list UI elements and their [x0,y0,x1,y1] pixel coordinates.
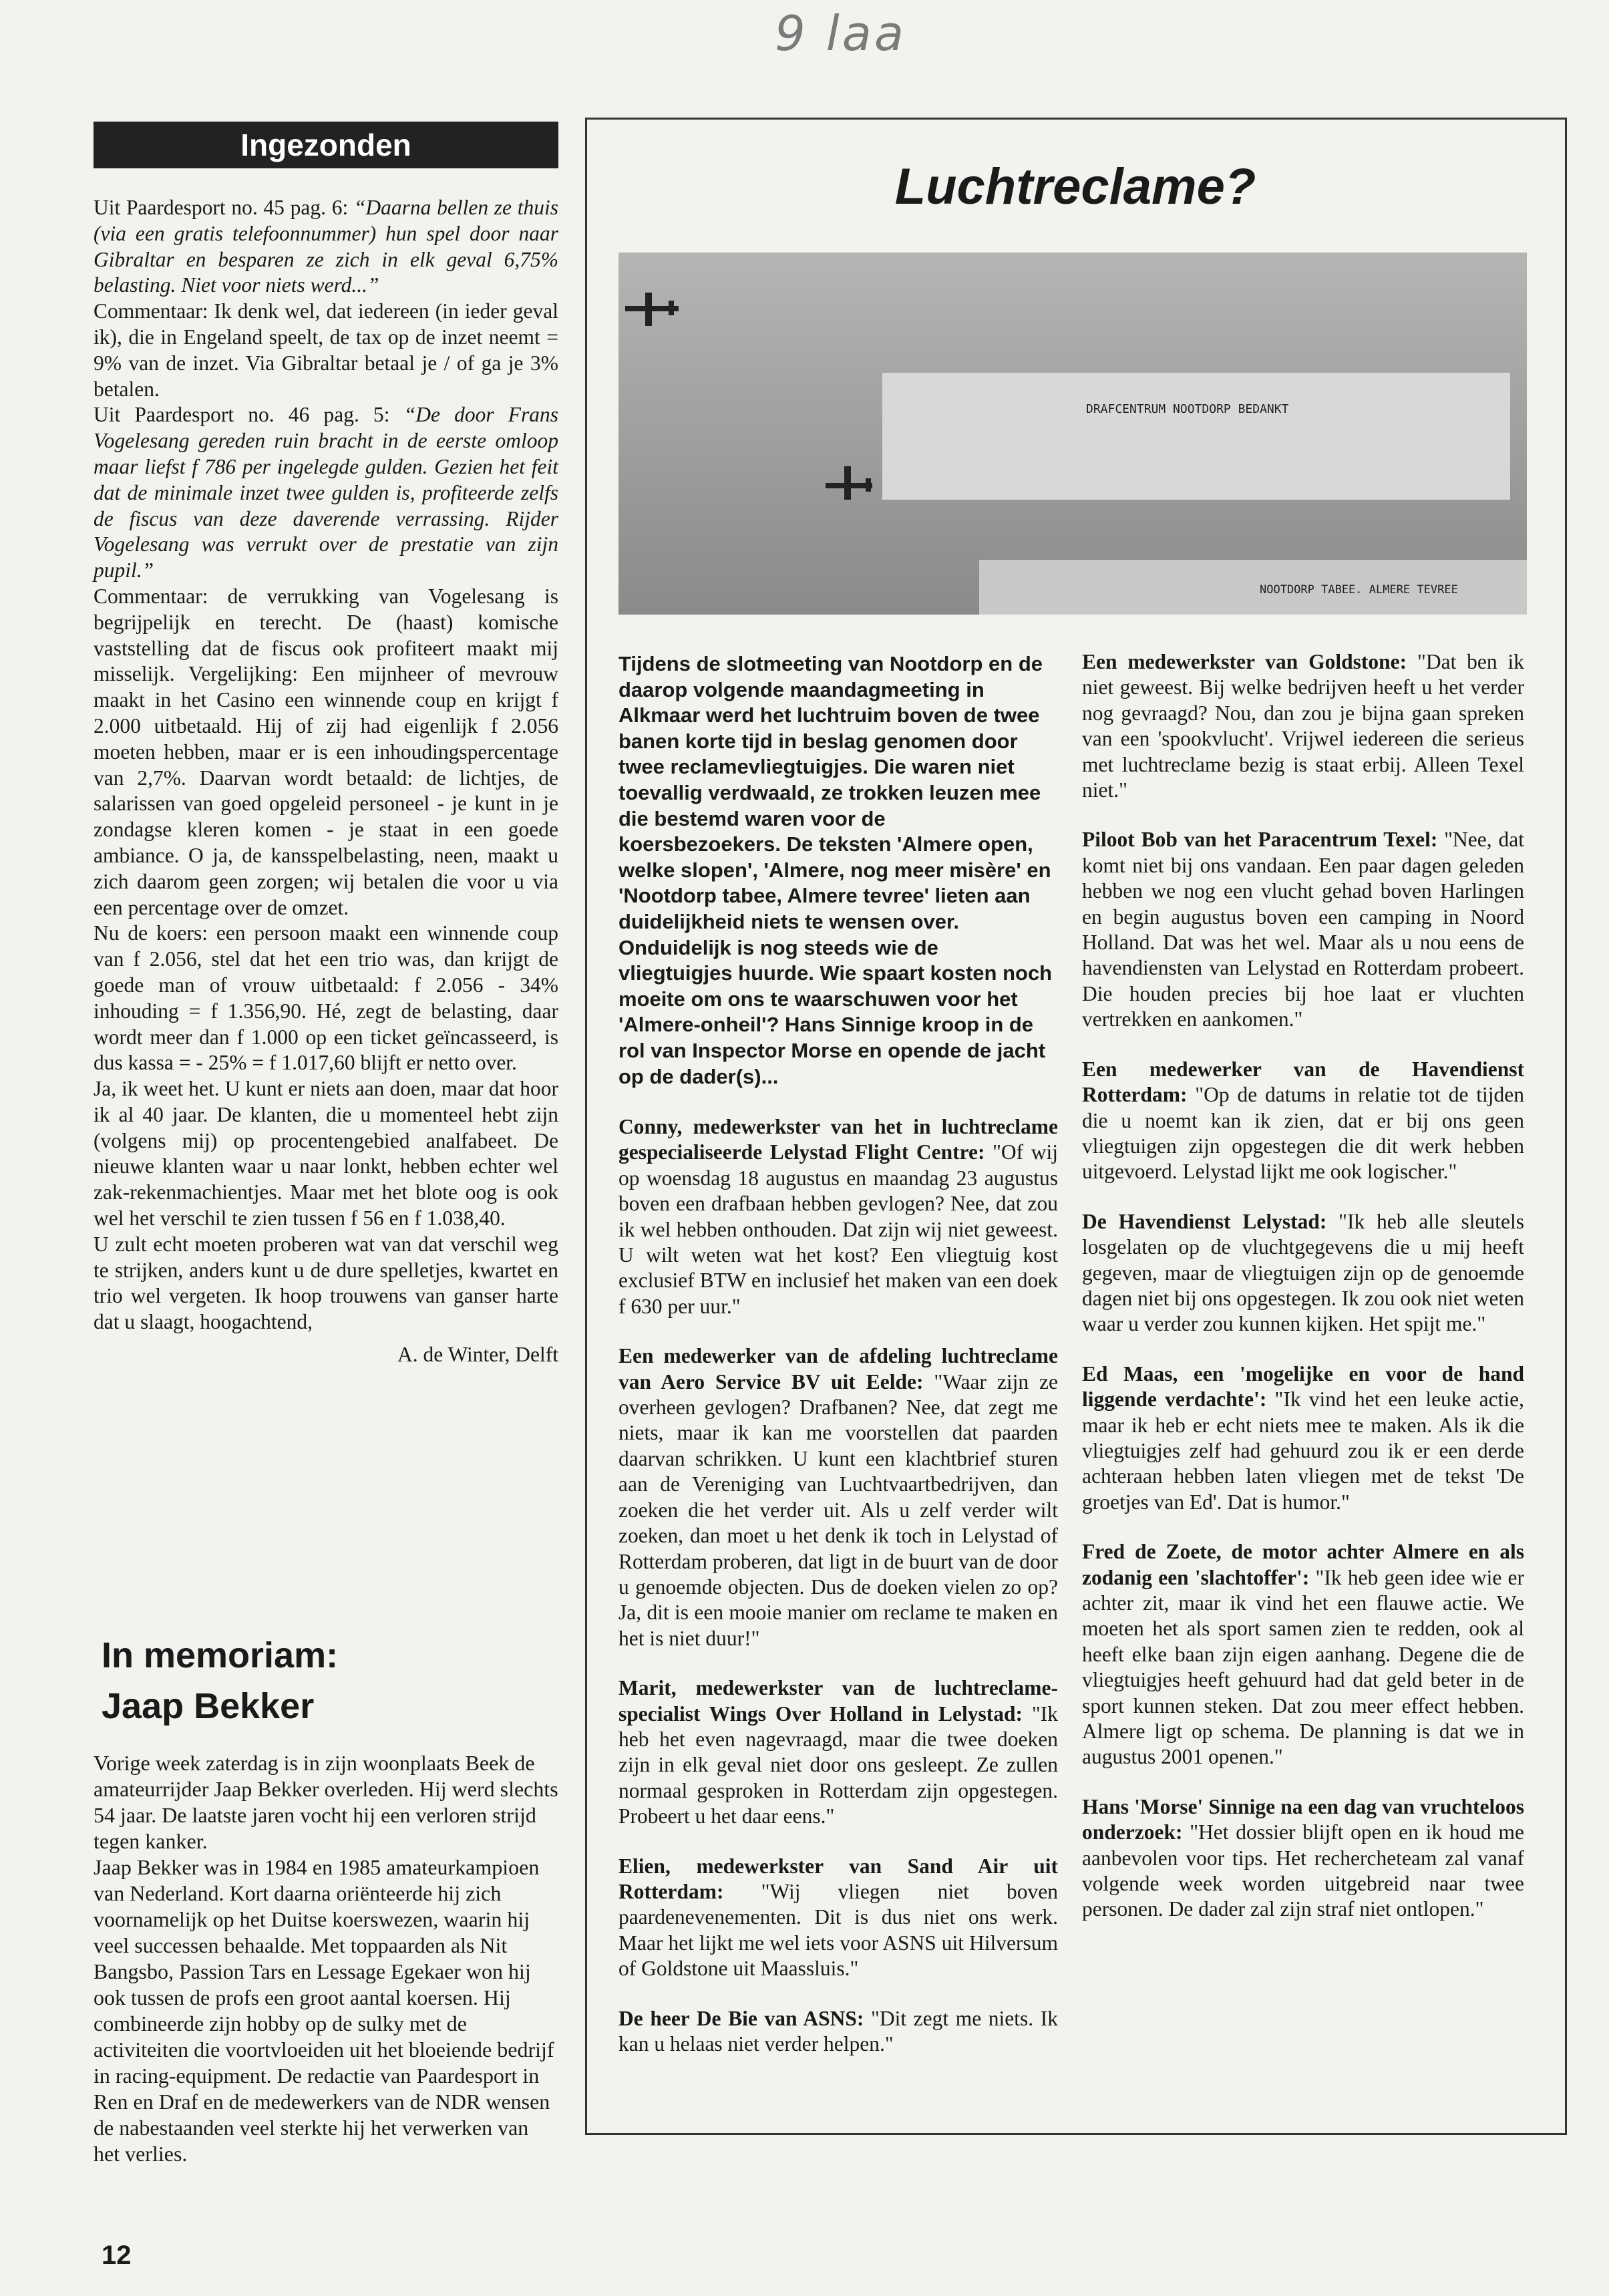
memoriam-title [102,1630,556,1732]
photo-illustration [618,253,1527,615]
quote-paragraph: Elien, medewerkster van Sand Air uit Rotterdam: "Wij vliegen niet boven paardenevenementen. Dit is dus niet ons werk. Maar het lijkt me wel iets voor ASNS uit Hilversum of Goldstone uit Maassluis." [618,1854,1058,1981]
letter-column [94,195,558,1368]
banner-text-2: NOOTDORP TABEE. ALMERE TEVREE [1260,583,1458,597]
quote-paragraph: Piloot Bob van het Paracentrum Texel: "Nee, dat komt niet bij ons vandaan. Een paar dagen geleden hebben we nog een vlucht gehad boven Harlingen en begin augustus boven een camping in Noord Holland. Dat was het wel. Maar als u nou eens de havendiensten van Lelystad en Rotterdam probeert. Die houden precies bij hoe laat er vluchten vertrekken en aankomen." [1082,828,1524,1031]
memoriam-title-line-1: In memoriam: [102,1635,339,1675]
quote-paragraph: Een medewerker van de afdeling luchtreclame van Aero Service BV uit Eelde: "Waar zijn ze overheen gevlogen? Drafbanen? Nee, dat zegt me niets, maar ik kan me voorstellen dat paarden daarvan schrikken. U kunt een klachtbrief sturen aan de Vereniging van Luchtvaartbedrijven, dan zoeken die het verder uit. Als u zelf verder wilt zoeken, dan moet u het denk ik toch in Lelystad of Rotterdam proberen, dat ligt in de buurt van de door u genoemde objecten. Dus de doeken vielen zo op? Ja, dit is een mooie manier om reclame te maken en het is niet duur!" [618,1344,1058,1650]
quote-paragraph: De Havendienst Lelystad: "Ik heb alle sleutels losgelaten op de vluchtgegevens die u mij heeft gegeven, maar de vliegtuigen zijn op de genoemde dagen niet bij ons opgestegen. Ik zou ook niet weten waar u verder zou kunnen kijken. Het spijt me." [1082,1209,1525,1336]
memoriam-title-line-2: Jaap Bekker [102,1686,315,1726]
right-column [1082,649,1524,1947]
quote-paragraph: Hans 'Morse' Sinnige na een dag van vruchteloos onderzoek: "Het dossier blijft open en ik houd me aanbevolen voor tips. Het rechercheteam zal vanaf volgende week worden uitgebreid naar twee personen. De dader zal zijn straf niet ontlopen." [1082,1794,1524,1921]
quote-paragraph: Fred de Zoete, de motor achter Almere en als zodanig een 'slachtoffer': "Ik heb geen idee wie er achter zit, maar ik vind het een flauwe actie. We moeten het als sport samen zien te redden, ook al heeft elke baan zijn eigen aanhang. Degene die de vliegtuigjes heeft gehuurd had dat geld beter in de sport kunnen steken. Dat zou meer effect hebben. Almere ligt op schema. De planning is dat we in augustus 2001 openen." [1082,1540,1524,1769]
letter-paragraph: Uit Paardesport no. 46 pag. 5: “De door Frans Vogelesang gereden ruin bracht in de eerste omloop maar liefst f 786 per ingelegde gulden. Gezien het feit dat de minimale inzet twee gulden is, profiteerde zelfs de fiscus van deze daverende verrassing. Rijder Vogelesang was verrukt over de prestatie van zijn pupil.” [94,403,559,583]
article-lead [618,651,1053,1090]
lead-paragraph: Tijdens de slotmeeting van Nootdorp en de daarop volgende maandagmeeting in Alkmaar werd het luchtruim boven de twee banen korte tijd in beslag genomen door twee reclamevliegtuigjes. Die waren niet toevallig verdwaald, ze trokken leuzen mee die bestemd waren voor de koersbezoekers. De teksten 'Almere open, welke slopen', 'Almere, nog meer misère' en 'Nootdorp tabee, Almere tevree' lieten aan duidelijkheid niets te wensen over. Onduidelijk is nog steeds wie de vliegtuigjes huurde. Wie spaart kosten noch moeite om ons te waarschuwen voor het 'Almere-onheil'? Hans Sinnige kroop in de rol van Inspector Morse en opende de jacht op de dader(s)... [618,652,1053,1088]
memoriam-paragraph: Vorige week zaterdag is in zijn woonplaats Beek de amateurrijder Jaap Bekker overleden. Hij werd slechts 54 jaar. De laatste jaren vocht hij een verloren strijd tegen kanker. [94,1751,558,1853]
letter-signature: A. de Winter, Delft [397,1343,558,1367]
letter-paragraph: Nu de koers: een persoon maakt een winnende coup van f 2.056, stel dat het een trio was, dan krijgt de goede man of vrouw uitbetaald: f 2.056 - 34% inhouding = f 1.356,90. Hé, zegt de belasting, daar wordt meer dan f 1.000 op een ticket geïncasseerd, is dus kassa = - 25% = f 1.017,60 blijft er netto over. [94,921,558,1075]
letter-paragraph: Commentaar: de verrukking van Vogelesang is begrijpelijk en terecht. De (haast) komische vaststelling dat de fiscus ook profiteert maakt mij misselijk. Vergelijking: Een mijnheer of mevrouw maakt in het Casino een winnende coup en krijgt f 2.000 uitbetaald. Hij of zij had eigenlijk f 2.056 moeten hebben, maar er is een inhoudingspercentage van 2,7%. Daarvan wordt betaald: de lichtjes, de salarissen van goed opgeleid personeel - je kunt in je zondagse kleren komen - je staat in een goede ambiance. O ja, de kansspelbelasting, neen, maakt u zich daarom geen zorgen; wij betalen die voor u via een percentage over de omzet. [94,584,558,919]
page-number: 12 [102,2241,132,2270]
article-title: Luchtreclame? [894,158,1256,215]
quote-paragraph: De heer De Bie van ASNS: "Dit zegt me niets. Ik kan u helaas niet verder helpen." [618,2006,1059,2056]
middle-column [618,1114,1058,2081]
handwritten-note: 9 laa [775,5,906,61]
quote-paragraph: Een medewerker van de Havendienst Rotterdam: "Op de datums in relatie tot de tijden die u noemt kan ik zien, dat er bij ons geen vliegtuigen zijn opgestegen die dit werk hebben uitgevoerd. Lelystad lijkt me ook logischer." [1082,1057,1524,1184]
quote-paragraph: Ed Maas, een 'mogelijke en voor de hand liggende verdachte': "Ik vind het een leuke actie, maar ik heb er echt niets mee te maken. Als ik die vliegtuigjes zelf had gehuurd zou ik er een derde achteraan hebben laten vliegen met de tekst 'De groetjes van Ed'. Dat is humor." [1082,1361,1524,1514]
memoriam-body [94,1750,558,2167]
letter-paragraph: Commentaar: Ik denk wel, dat iedereen (in ieder geval ik), die in Engeland speelt, de tax op de inzet neemt = 9% van de inzet. Via Gibraltar betaal je / of ga je 3% betalen. [94,299,558,401]
letter-paragraph: U zult echt moeten proberen wat van dat verschil weg te strijken, anders kunt u de dure spelletjes, kwartet en trio wel vergeten. Ik hoop trouwens van ganser harte dat u slaagt, hoogachtend, [94,1232,558,1334]
article-photo [618,253,1527,615]
memoriam-paragraph: Jaap Bekker was in 1984 en 1985 amateurkampioen van Nederland. Kort daarna oriënteerde hij zich voornamelijk op het Duitse koerswezen, waarin hij veel successen behaalde. Met toppaarden als Nit Bangsbo, Passion Tars en Lessage Egekaer won hij ook tussen de profs een groot aantal koersen. Hij combineerde zijn hobby op de sulky met de activiteiten die voortvloeiden uit het bloeiende bedrijf in racing-equipment. De redactie van Paardesport in Ren en Draf en de medewerkers van de NDR wensen de nabestaanden veel sterkte hij het verwerken van het verlies. [94,1855,554,2166]
quote-paragraph: Een medewerkster van Goldstone: "Dat ben ik niet geweest. Bij welke bedrijven heeft u het verder nog gevraagd? Nou, dan zou je bijna gaan spreken van een 'spookvlucht'. Vrijwel iedereen die serieus met luchtreclame bezig is staat erbij. Alleen Texel niet." [1082,650,1524,802]
quote-paragraph: Conny, medewerkster van het in luchtreclame gespecialiseerde Lelystad Flight Centre: "Of wij op woensdag 18 augustus en maandag 23 augustus boven een drafbaan hebben gevlogen? Nee, dat zou ik wel hebben onthouden. Dat zijn wij niet geweest. U wilt weten wat het kost? Een vliegtuig kost exclusief BTW en inclusief het maken van een doek f 630 per uur." [618,1115,1058,1318]
banner-text-1: DRAFCENTRUM NOOTDORP BEDANKT [1086,402,1289,416]
quote-paragraph: Marit, medewerkster van de luchtreclame-specialist Wings Over Holland in Lelystad: "Ik heb het even nagevraagd, maar die twee doeken zijn in elk geval niet door ons gesleept. Ze zullen normaal gesproken in Rotterdam zijn opgestegen. Probeert u het daar eens." [618,1676,1058,1828]
letter-paragraph: Ja, ik weet het. U kunt er niets aan doen, maar dat hoor ik al 40 jaar. De klanten, die u momenteel hebt zijn (volgens mij) op procentengebied analfabeet. De nieuwe klanten waar u naar lonkt, hebben echter wel zak-rekenmachientjes. Maar met het blote oog is ook wel het verschil te zien tussen f 56 en f 1.038,40. [94,1077,558,1231]
letter-paragraph: Uit Paardesport no. 45 pag. 6: “Daarna bellen ze thuis (via een gratis telefoonnummer) hun spel door naar Gibraltar en besparen ze zich in elk geval 6,75% belasting. Niet voor niets werd...” [94,196,559,297]
section-header: Ingezonden [94,122,558,168]
